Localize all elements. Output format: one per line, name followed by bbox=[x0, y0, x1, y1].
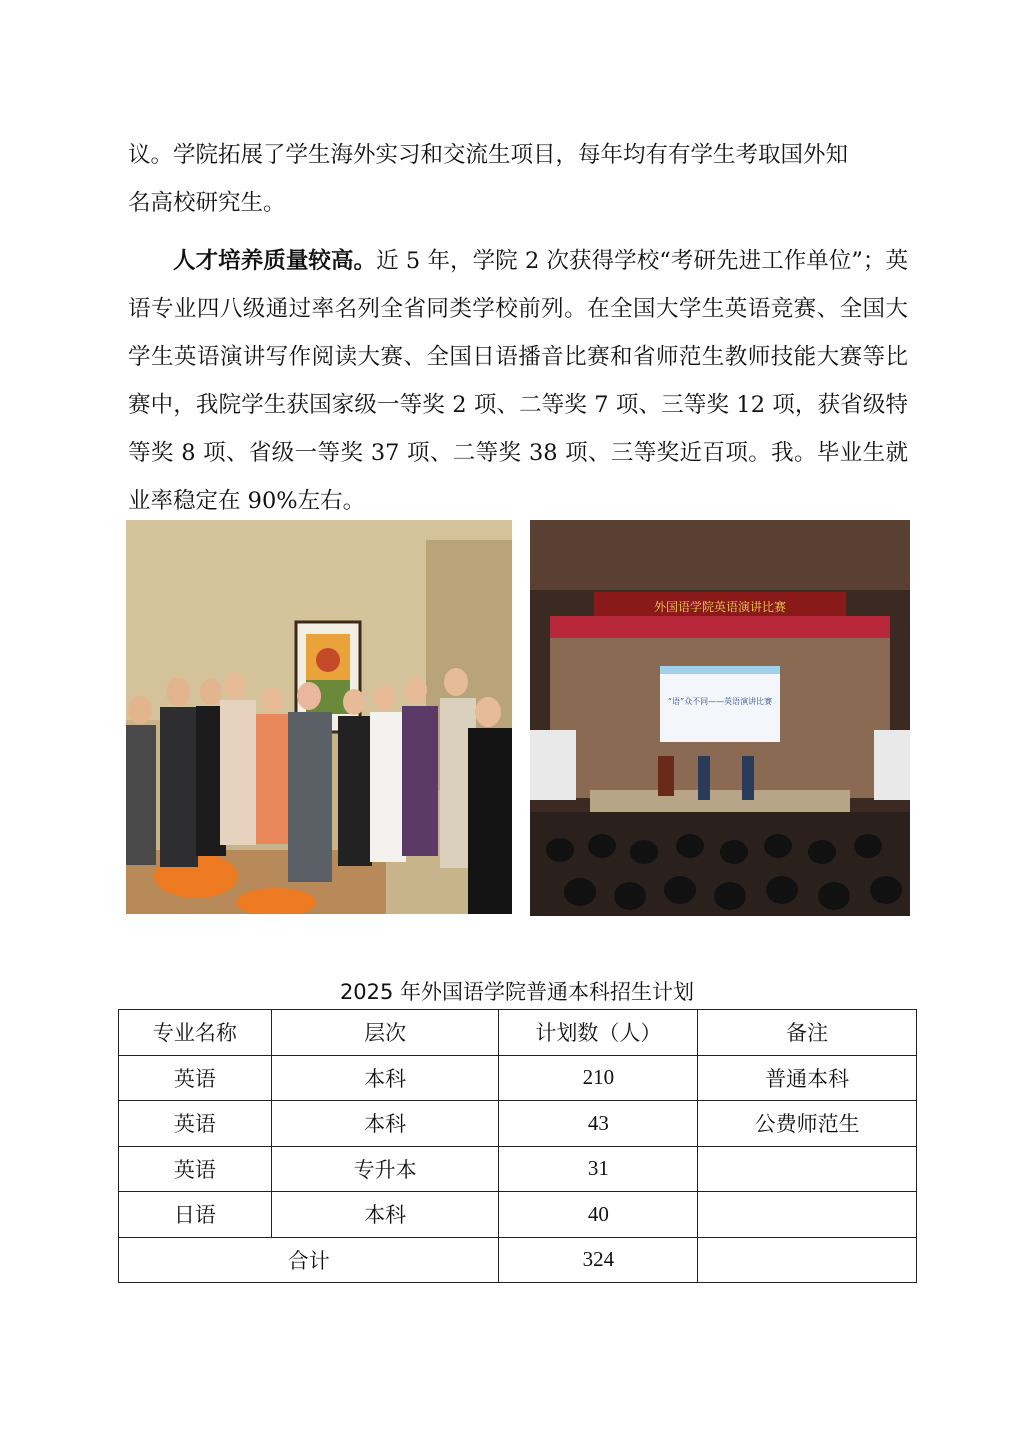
cell-note bbox=[698, 1192, 917, 1238]
cell-note bbox=[698, 1146, 917, 1192]
table-title: 2025 年外国语学院普通本科招生计划 bbox=[339, 980, 695, 1004]
paragraph-1 bbox=[128, 131, 908, 227]
paragraph-1-line-1: 议。学院拓展了学生海外实习和交流生项目，每年均有有学生考取国外知 bbox=[128, 142, 849, 168]
cell-level: 本科 bbox=[271, 1055, 499, 1101]
group-photo bbox=[126, 520, 512, 914]
cell-note: 普通本科 bbox=[698, 1055, 917, 1101]
paragraph-2-body: 近 5 年，学院 2 次获得学校“考研先进工作单位”；英语专业四八级通过率名列全省同类学校前列。在全国大学生英语竞赛、全国大学生英语演讲写作阅读大赛、全国日语播音比赛和省师范生教师技能大赛等比赛中，我院学生获国家级一等奖 2 项、二等奖 7 项、三等奖 12 项，获省级特等奖 8 项、省级一等奖 37 项、二等奖 38 项、三等奖近百项。我。毕业生就业率稳定在 90%左右。 bbox=[128, 248, 908, 514]
cell-major: 英语 bbox=[119, 1055, 272, 1101]
cell-count: 210 bbox=[499, 1055, 698, 1101]
table-row bbox=[119, 1146, 917, 1192]
header-count: 计划数（人） bbox=[499, 1010, 698, 1056]
contest-banner-text: 外国语学院英语演讲比赛 bbox=[653, 600, 786, 614]
cell-level: 专升本 bbox=[271, 1146, 499, 1192]
cell-major: 英语 bbox=[119, 1146, 272, 1192]
cell-note: 公费师范生 bbox=[698, 1101, 917, 1147]
cell-count: 31 bbox=[499, 1146, 698, 1192]
table-header-row bbox=[119, 1010, 917, 1056]
paragraph-2 bbox=[128, 237, 908, 525]
cell-total-note bbox=[698, 1237, 917, 1283]
header-major: 专业名称 bbox=[119, 1010, 272, 1056]
header-level: 层次 bbox=[271, 1010, 499, 1056]
cell-count: 43 bbox=[499, 1101, 698, 1147]
cell-total-label: 合计 bbox=[119, 1237, 499, 1283]
paragraph-1-line-2: 名高校研究生。 bbox=[128, 190, 286, 216]
enrollment-plan-table bbox=[118, 1009, 917, 1283]
table-row bbox=[119, 1101, 917, 1147]
cell-level: 本科 bbox=[271, 1192, 499, 1238]
paragraph-2-lead: 人才培养质量较高。 bbox=[173, 248, 377, 274]
table-row bbox=[119, 1055, 917, 1101]
contest-screen-title: “语”众不同——英语演讲比赛 bbox=[667, 697, 773, 706]
table-total-row bbox=[119, 1237, 917, 1283]
cell-total-count: 324 bbox=[499, 1237, 698, 1283]
cell-level: 本科 bbox=[271, 1101, 499, 1147]
cell-count: 40 bbox=[499, 1192, 698, 1238]
cell-major: 日语 bbox=[119, 1192, 272, 1238]
table-row bbox=[119, 1192, 917, 1238]
speech-contest-photo bbox=[530, 520, 910, 916]
header-note: 备注 bbox=[698, 1010, 917, 1056]
cell-major: 英语 bbox=[119, 1101, 272, 1147]
